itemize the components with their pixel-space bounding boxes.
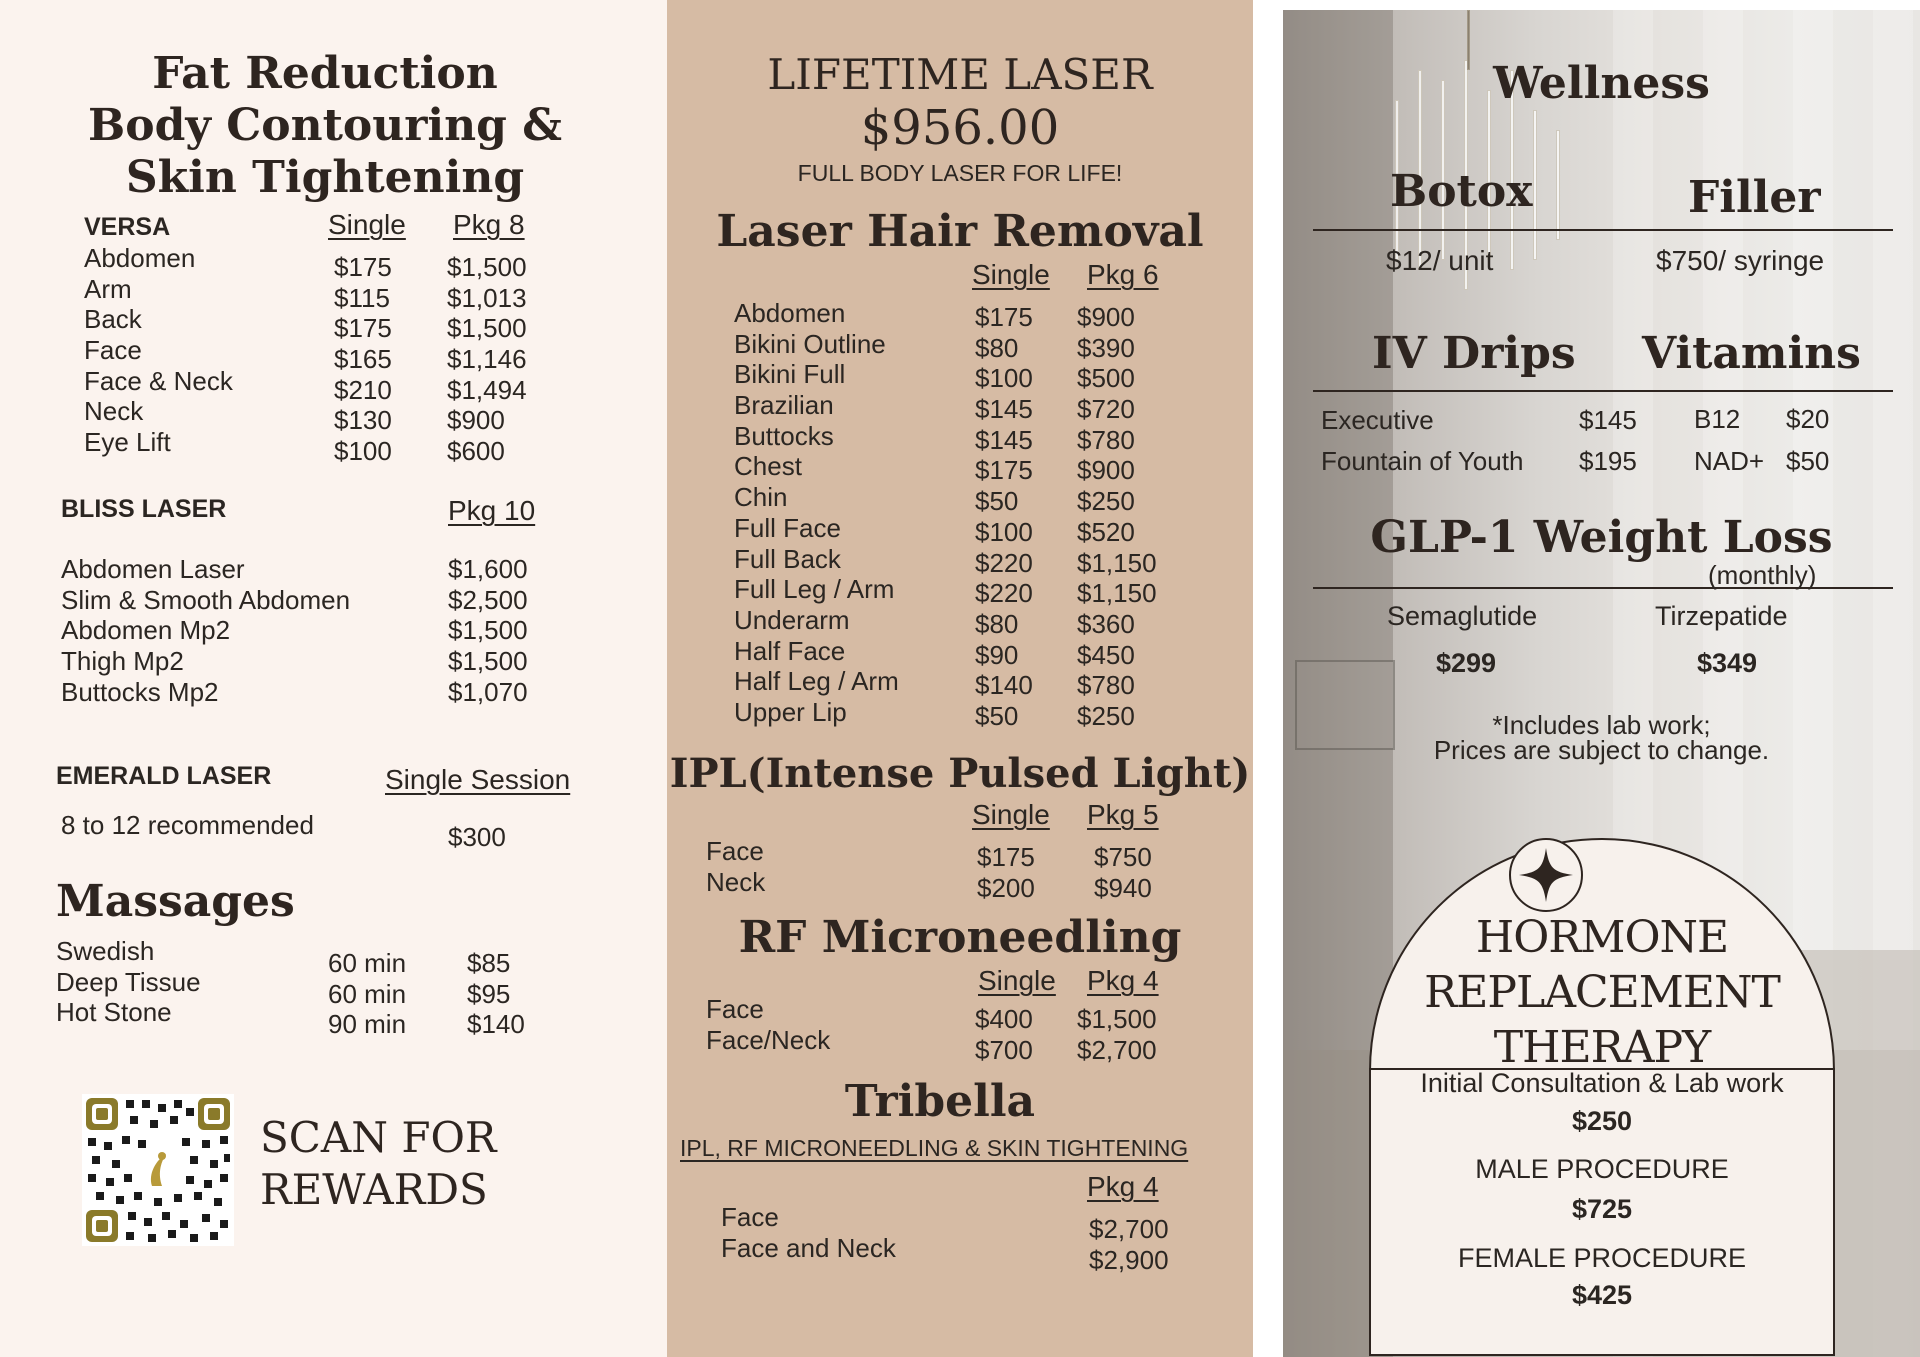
- list-item: Bikini Outline: [734, 328, 886, 359]
- vitamin-nad-price: $50: [1786, 446, 1830, 476]
- chandelier-crystal: [1533, 110, 1537, 260]
- filler-price: $750/ syringe: [1656, 245, 1825, 276]
- list-item: Arm: [84, 273, 132, 304]
- hrt-consult-price: $250: [1571, 1106, 1633, 1136]
- price: $1,150: [1077, 578, 1157, 609]
- price: $100: [975, 516, 1033, 547]
- versa-col-single: Single: [328, 209, 406, 240]
- vitamin-nad-name: NAD+: [1694, 446, 1765, 476]
- list-item: Half Face: [734, 635, 846, 666]
- iv-executive-name: Executive: [1321, 405, 1434, 435]
- list-item: Face/Neck: [706, 1024, 831, 1055]
- bliss-col-pkg: Pkg 10: [448, 495, 536, 526]
- price: $1,500: [448, 615, 528, 646]
- semaglutide-price: $299: [1436, 648, 1497, 678]
- ipl-title: IPL(Intense Pulsed Light): [669, 750, 1251, 797]
- hrt-male: MALE PROCEDURE: [1475, 1154, 1729, 1184]
- price: $175: [977, 842, 1035, 872]
- price: $900: [1077, 302, 1135, 332]
- hrt-title-line: THERAPY: [1493, 1022, 1711, 1073]
- emerald-label: EMERALD LASER: [56, 762, 272, 790]
- ipl-single-prices: [977, 842, 1035, 903]
- price: $450: [1077, 639, 1135, 670]
- title-line: Fat Reduction: [152, 48, 498, 99]
- list-item: Face and Neck: [721, 1232, 896, 1263]
- price: $900: [447, 405, 505, 436]
- price: $50: [975, 486, 1019, 517]
- rewards-line: REWARDS: [260, 1165, 488, 1214]
- list-item: Neck: [84, 396, 144, 427]
- massages-title: Massages: [56, 876, 295, 927]
- ipl-names: [706, 836, 765, 897]
- fat-reduction-title: [0, 48, 650, 204]
- sparkle-icon: [1511, 840, 1581, 910]
- massage-names: [56, 936, 201, 1028]
- list-item: Brazilian: [734, 390, 834, 421]
- ipl-col-pkg: Pkg 5: [1087, 799, 1159, 830]
- hair-names: [734, 298, 899, 728]
- list-item: Back: [84, 304, 142, 335]
- wellness-title: Wellness: [1493, 58, 1710, 109]
- price: $750: [1094, 842, 1152, 872]
- price: $145: [975, 394, 1033, 425]
- bliss-prices: [448, 554, 528, 707]
- price: $250: [1077, 486, 1135, 517]
- versa-pkg-prices: [447, 252, 527, 467]
- qr-code-graphic: [82, 1094, 234, 1246]
- rf-single-prices: [975, 1004, 1033, 1065]
- price: $500: [1077, 363, 1135, 394]
- chandelier-crystal: [1556, 130, 1560, 240]
- list-item: Face: [721, 1202, 779, 1232]
- list-item: Swedish: [56, 936, 155, 966]
- ipl-col-single: Single: [972, 799, 1050, 830]
- hrt-consult: Initial Consultation & Lab work: [1420, 1068, 1784, 1098]
- hrt-male-price: $725: [1571, 1194, 1633, 1224]
- price: $520: [1077, 516, 1135, 547]
- price: $780: [1077, 670, 1135, 701]
- list-item: Face: [706, 836, 764, 866]
- hrt-title-line: REPLACEMENT: [1424, 967, 1780, 1018]
- botox-title: Botox: [1390, 166, 1533, 217]
- ipl-pkg-prices: [1094, 842, 1152, 903]
- bliss-label: BLISS LASER: [61, 495, 227, 523]
- tirzepatide-price: $349: [1697, 648, 1758, 678]
- list-item: Face: [84, 335, 142, 366]
- vitamins-title: Vitamins: [1642, 328, 1861, 379]
- price: $1,494: [447, 374, 527, 405]
- price: $940: [1094, 872, 1152, 903]
- price: $220: [975, 547, 1033, 578]
- hrt-female: FEMALE PROCEDURE: [1457, 1243, 1747, 1273]
- iv-fountain-price: $195: [1579, 446, 1637, 476]
- price: $130: [334, 405, 392, 436]
- price: $165: [334, 344, 392, 375]
- price: $85: [467, 948, 511, 978]
- hrt-title: [1369, 910, 1835, 1075]
- lifetime-price: $956.00: [860, 100, 1060, 156]
- price: $175: [975, 455, 1033, 486]
- price: $80: [975, 608, 1019, 639]
- list-item: Face & Neck: [84, 365, 233, 396]
- list-item: Hot Stone: [56, 997, 172, 1028]
- list-item: Chin: [734, 482, 788, 513]
- list-item: Abdomen Mp2: [61, 615, 231, 646]
- iv-fountain-name: Fountain of Youth: [1321, 446, 1524, 476]
- list-item: Full Face: [734, 512, 841, 543]
- title-line: Body Contouring &: [88, 100, 562, 151]
- duration: 60 min: [328, 978, 407, 1009]
- list-item: Neck: [706, 866, 766, 897]
- tribella-subtitle: IPL, RF MICRONEEDLING & SKIN TIGHTENING: [680, 1135, 1189, 1161]
- price: $1,150: [1077, 547, 1157, 578]
- list-item: Buttocks: [734, 420, 834, 451]
- tirzepatide-name: Tirzepatide: [1655, 601, 1788, 631]
- rewards-text: [260, 1112, 497, 1216]
- list-item: Half Leg / Arm: [734, 666, 899, 697]
- price: $220: [975, 578, 1033, 609]
- rf-names: [706, 994, 830, 1055]
- price: $80: [975, 332, 1019, 363]
- rf-col-pkg: Pkg 4: [1087, 965, 1159, 996]
- price: $50: [975, 700, 1019, 731]
- tribella-names: [721, 1202, 896, 1263]
- emerald-price: $300: [448, 822, 506, 852]
- iv-executive-price: $145: [1579, 405, 1637, 435]
- rf-pkg-prices: [1077, 1004, 1157, 1065]
- hair-removal-title: Laser Hair Removal: [716, 206, 1204, 257]
- glp-note-1: *Includes lab work;: [1492, 710, 1711, 740]
- price: $2,900: [1089, 1244, 1169, 1275]
- price: $360: [1077, 608, 1135, 639]
- hair-single-prices: [975, 302, 1033, 732]
- hair-pkg-prices: [1077, 302, 1157, 732]
- price: $115: [334, 282, 390, 313]
- lifetime-subtitle: FULL BODY LASER FOR LIFE!: [797, 160, 1123, 186]
- tribella-col-pkg: Pkg 4: [1087, 1171, 1159, 1202]
- rf-col-single: Single: [978, 965, 1056, 996]
- price: $1,500: [448, 646, 528, 677]
- price: $400: [975, 1004, 1033, 1034]
- glp-period: (monthly): [1708, 560, 1817, 590]
- duration: 60 min: [328, 948, 407, 978]
- list-item: Abdomen: [84, 243, 196, 273]
- price: $1,600: [448, 554, 528, 584]
- hrt-female-price: $425: [1571, 1280, 1633, 1310]
- price: $2,500: [448, 584, 528, 615]
- price: $100: [975, 363, 1033, 394]
- price: $1,013: [447, 282, 527, 313]
- list-item: Slim & Smooth Abdomen: [61, 584, 351, 615]
- qr-code[interactable]: [82, 1094, 234, 1246]
- price: $2,700: [1077, 1034, 1157, 1065]
- emerald-col: Single Session: [385, 764, 571, 795]
- price: $1,146: [447, 344, 527, 375]
- price: $95: [467, 978, 511, 1009]
- title-line: Skin Tightening: [125, 152, 525, 203]
- price: $780: [1077, 424, 1135, 455]
- list-item: Full Leg / Arm: [734, 574, 895, 605]
- glp-title: GLP-1 Weight Loss: [1370, 512, 1833, 563]
- price: $2,700: [1089, 1214, 1169, 1244]
- filler-title: Filler: [1688, 172, 1821, 223]
- list-item: Abdomen: [734, 298, 846, 328]
- massage-prices: [467, 948, 525, 1040]
- list-item: Face: [706, 994, 764, 1024]
- price: $145: [975, 424, 1033, 455]
- price: $140: [467, 1009, 525, 1040]
- list-item: Chest: [734, 451, 802, 482]
- versa-names: [84, 243, 233, 458]
- rule-botox-filler: [1313, 229, 1893, 231]
- price: $210: [334, 374, 392, 405]
- price: $720: [1077, 394, 1135, 425]
- semaglutide-name: Semaglutide: [1387, 601, 1538, 631]
- price: $175: [334, 252, 392, 282]
- price: $90: [975, 639, 1019, 670]
- bliss-names: [61, 554, 350, 707]
- price: $1,500: [1077, 1004, 1157, 1034]
- massage-times: [328, 948, 406, 1040]
- price: $200: [977, 872, 1035, 903]
- hrt-title-line: HORMONE: [1475, 912, 1729, 963]
- hrt-star-badge: [1509, 838, 1583, 912]
- price: $900: [1077, 455, 1135, 486]
- list-item: Eye Lift: [84, 427, 171, 458]
- rewards-line: SCAN FOR: [260, 1113, 497, 1162]
- list-item: Buttocks Mp2: [61, 676, 219, 707]
- tribella-prices: [1089, 1214, 1169, 1275]
- list-item: Full Back: [734, 543, 841, 574]
- rf-title: RF Microneedling: [738, 912, 1182, 963]
- price: $100: [334, 436, 392, 467]
- price: $1,070: [448, 676, 528, 707]
- vitamin-b12-name: B12: [1694, 404, 1741, 434]
- hair-col-pkg: Pkg 6: [1087, 259, 1159, 290]
- emerald-note: 8 to 12 recommended: [61, 810, 314, 840]
- list-item: Abdomen Laser: [61, 554, 245, 584]
- list-item: Deep Tissue: [56, 966, 201, 997]
- price: $175: [975, 302, 1033, 332]
- tribella-title: Tribella: [844, 1076, 1036, 1127]
- rule-iv-vitamins: [1313, 390, 1893, 392]
- price: $250: [1077, 700, 1135, 731]
- price: $390: [1077, 332, 1135, 363]
- price: $140: [975, 670, 1033, 701]
- list-item: Bikini Full: [734, 359, 846, 390]
- list-item: Underarm: [734, 604, 850, 635]
- price: $700: [975, 1034, 1033, 1065]
- list-item: Upper Lip: [734, 696, 847, 727]
- versa-single-prices: [334, 252, 392, 467]
- botox-price: $12/ unit: [1386, 245, 1494, 276]
- duration: 90 min: [328, 1009, 407, 1040]
- hair-col-single: Single: [972, 259, 1050, 290]
- price: $1,500: [447, 313, 527, 344]
- vitamin-b12-price: $20: [1786, 404, 1830, 434]
- versa-col-pkg: Pkg 8: [453, 209, 525, 240]
- iv-drips-title: IV Drips: [1372, 328, 1576, 379]
- price: $600: [447, 436, 505, 467]
- glp-note-2: Prices are subject to change.: [1433, 735, 1770, 765]
- price: $1,500: [447, 252, 527, 282]
- lifetime-title: LIFETIME LASER: [767, 50, 1153, 99]
- list-item: Thigh Mp2: [61, 646, 184, 677]
- price: $175: [334, 313, 392, 344]
- versa-label: VERSA: [84, 213, 171, 241]
